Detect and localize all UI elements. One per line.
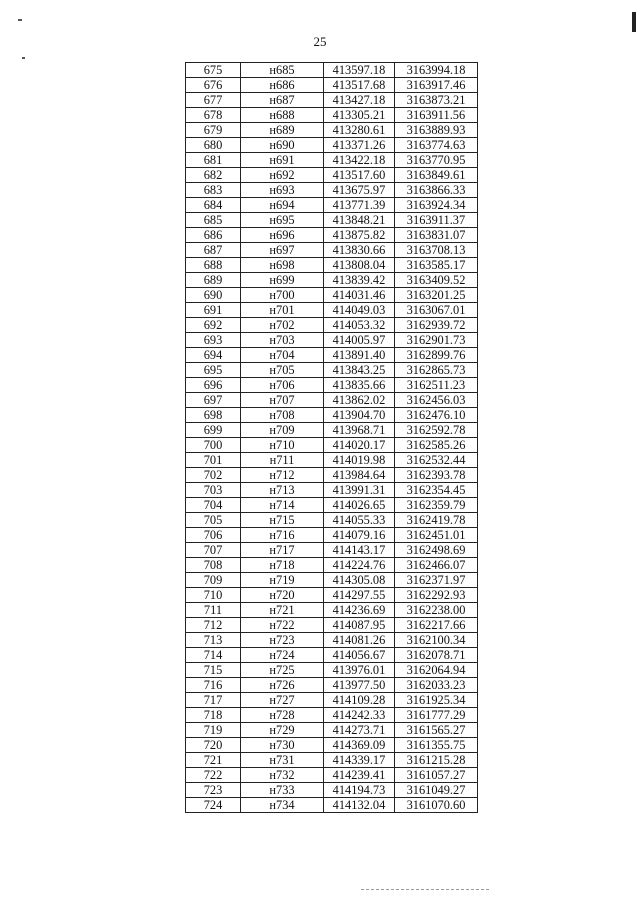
x-coordinate-cell: 414194.73 [324,783,395,798]
point-code-cell: н732 [241,768,324,783]
point-code-cell: н689 [241,123,324,138]
point-code-cell: н688 [241,108,324,123]
table-row [186,78,478,93]
y-coordinate-cell: 3161925.34 [395,693,478,708]
point-code-cell: н705 [241,363,324,378]
point-code-cell: н727 [241,693,324,708]
y-coordinate-cell: 3162354.45 [395,483,478,498]
table-row [186,513,478,528]
table-row [186,693,478,708]
y-coordinate-cell: 3161215.28 [395,753,478,768]
row-number-cell: 697 [186,393,241,408]
y-coordinate-cell: 3163067.01 [395,303,478,318]
y-coordinate-cell: 3162238.00 [395,603,478,618]
table-row [186,633,478,648]
point-code-cell: н718 [241,558,324,573]
row-number-cell: 723 [186,783,241,798]
x-coordinate-cell: 413427.18 [324,93,395,108]
y-coordinate-cell: 3163889.93 [395,123,478,138]
point-code-cell: н698 [241,258,324,273]
table-row [186,348,478,363]
point-code-cell: н712 [241,468,324,483]
x-coordinate-cell: 414055.33 [324,513,395,528]
x-coordinate-cell: 414224.76 [324,558,395,573]
y-coordinate-cell: 3161777.29 [395,708,478,723]
point-code-cell: н703 [241,333,324,348]
row-number-cell: 678 [186,108,241,123]
x-coordinate-cell: 414273.71 [324,723,395,738]
point-code-cell: н719 [241,573,324,588]
y-coordinate-cell: 3162217.66 [395,618,478,633]
point-code-cell: н696 [241,228,324,243]
table-row [186,573,478,588]
point-code-cell: н701 [241,303,324,318]
x-coordinate-cell: 413839.42 [324,273,395,288]
point-code-cell: н730 [241,738,324,753]
table-row [186,168,478,183]
y-coordinate-cell: 3162419.78 [395,513,478,528]
x-coordinate-cell: 414087.95 [324,618,395,633]
point-code-cell: н726 [241,678,324,693]
table-row [186,408,478,423]
y-coordinate-cell: 3162371.97 [395,573,478,588]
row-number-cell: 712 [186,618,241,633]
point-code-cell: н690 [241,138,324,153]
row-number-cell: 718 [186,708,241,723]
row-number-cell: 684 [186,198,241,213]
point-code-cell: н694 [241,198,324,213]
row-number-cell: 711 [186,603,241,618]
point-code-cell: н700 [241,288,324,303]
table-row [186,138,478,153]
y-coordinate-cell: 3162292.93 [395,588,478,603]
table-row [186,663,478,678]
x-coordinate-cell: 414019.98 [324,453,395,468]
point-code-cell: н691 [241,153,324,168]
x-coordinate-cell: 413422.18 [324,153,395,168]
row-number-cell: 720 [186,738,241,753]
x-coordinate-cell: 414305.08 [324,573,395,588]
x-coordinate-cell: 414369.09 [324,738,395,753]
table-row [186,453,478,468]
row-number-cell: 707 [186,543,241,558]
x-coordinate-cell: 413976.01 [324,663,395,678]
row-number-cell: 698 [186,408,241,423]
table-row [186,738,478,753]
point-code-cell: н709 [241,423,324,438]
x-coordinate-cell: 414031.46 [324,288,395,303]
point-code-cell: н734 [241,798,324,813]
x-coordinate-cell: 414053.32 [324,318,395,333]
x-coordinate-cell: 413875.82 [324,228,395,243]
point-code-cell: н733 [241,783,324,798]
x-coordinate-cell: 413305.21 [324,108,395,123]
table-row [186,543,478,558]
y-coordinate-cell: 3163201.25 [395,288,478,303]
row-number-cell: 708 [186,558,241,573]
point-code-cell: н717 [241,543,324,558]
y-coordinate-cell: 3162585.26 [395,438,478,453]
point-code-cell: н714 [241,498,324,513]
row-number-cell: 710 [186,588,241,603]
row-number-cell: 716 [186,678,241,693]
x-coordinate-cell: 414026.65 [324,498,395,513]
table-row [186,198,478,213]
table-row [186,798,478,813]
row-number-cell: 686 [186,228,241,243]
table-row [186,648,478,663]
y-coordinate-cell: 3162456.03 [395,393,478,408]
point-code-cell: н725 [241,663,324,678]
row-number-cell: 699 [186,423,241,438]
row-number-cell: 691 [186,303,241,318]
row-number-cell: 722 [186,768,241,783]
point-code-cell: н731 [241,753,324,768]
table-row [186,768,478,783]
table-row [186,603,478,618]
point-code-cell: н686 [241,78,324,93]
y-coordinate-cell: 3163770.95 [395,153,478,168]
table-row [186,438,478,453]
x-coordinate-cell: 414020.17 [324,438,395,453]
row-number-cell: 689 [186,273,241,288]
point-code-cell: н713 [241,483,324,498]
x-coordinate-cell: 413517.60 [324,168,395,183]
point-code-cell: н707 [241,393,324,408]
table-row [186,108,478,123]
table-row [186,363,478,378]
y-coordinate-cell: 3161565.27 [395,723,478,738]
scan-mark-top-left [18,19,22,21]
y-coordinate-cell: 3162498.69 [395,543,478,558]
table-row [186,783,478,798]
table-row [186,723,478,738]
table-row [186,558,478,573]
y-coordinate-cell: 3163849.61 [395,168,478,183]
table-row [186,393,478,408]
x-coordinate-cell: 414143.17 [324,543,395,558]
point-code-cell: н715 [241,513,324,528]
table-row [186,93,478,108]
point-code-cell: н721 [241,603,324,618]
row-number-cell: 690 [186,288,241,303]
y-coordinate-cell: 3162359.79 [395,498,478,513]
table-row [186,258,478,273]
point-code-cell: н704 [241,348,324,363]
row-number-cell: 685 [186,213,241,228]
y-coordinate-cell: 3163831.07 [395,228,478,243]
y-coordinate-cell: 3161070.60 [395,798,478,813]
y-coordinate-cell: 3162532.44 [395,453,478,468]
row-number-cell: 706 [186,528,241,543]
table-row [186,318,478,333]
x-coordinate-cell: 413675.97 [324,183,395,198]
point-code-cell: н724 [241,648,324,663]
row-number-cell: 687 [186,243,241,258]
row-number-cell: 688 [186,258,241,273]
row-number-cell: 703 [186,483,241,498]
y-coordinate-cell: 3162592.78 [395,423,478,438]
row-number-cell: 682 [186,168,241,183]
row-number-cell: 676 [186,78,241,93]
x-coordinate-cell: 413843.25 [324,363,395,378]
y-coordinate-cell: 3162939.72 [395,318,478,333]
page-number: 25 [313,34,327,49]
row-number-cell: 681 [186,153,241,168]
scan-mark-left [22,57,25,59]
x-coordinate-cell: 414056.67 [324,648,395,663]
x-coordinate-cell: 413984.64 [324,468,395,483]
row-number-cell: 705 [186,513,241,528]
point-code-cell: н702 [241,318,324,333]
point-code-cell: н693 [241,183,324,198]
table-row [186,153,478,168]
y-coordinate-cell: 3163911.37 [395,213,478,228]
row-number-cell: 713 [186,633,241,648]
y-coordinate-cell: 3161049.27 [395,783,478,798]
point-code-cell: н723 [241,633,324,648]
row-number-cell: 724 [186,798,241,813]
table-row [186,183,478,198]
row-number-cell: 709 [186,573,241,588]
y-coordinate-cell: 3162064.94 [395,663,478,678]
x-coordinate-cell: 413904.70 [324,408,395,423]
x-coordinate-cell: 413891.40 [324,348,395,363]
x-coordinate-cell: 413835.66 [324,378,395,393]
x-coordinate-cell: 414132.04 [324,798,395,813]
coordinates-table [185,62,478,813]
y-coordinate-cell: 3163911.56 [395,108,478,123]
point-code-cell: н722 [241,618,324,633]
y-coordinate-cell: 3162033.23 [395,678,478,693]
table-row [186,213,478,228]
point-code-cell: н695 [241,213,324,228]
row-number-cell: 696 [186,378,241,393]
y-coordinate-cell: 3162451.01 [395,528,478,543]
row-number-cell: 701 [186,453,241,468]
point-code-cell: н706 [241,378,324,393]
y-coordinate-cell: 3163866.33 [395,183,478,198]
row-number-cell: 694 [186,348,241,363]
x-coordinate-cell: 413991.31 [324,483,395,498]
x-coordinate-cell: 413848.21 [324,213,395,228]
y-coordinate-cell: 3162393.78 [395,468,478,483]
point-code-cell: н729 [241,723,324,738]
x-coordinate-cell: 414242.33 [324,708,395,723]
table-row [186,123,478,138]
table-row [186,498,478,513]
table-row [186,483,478,498]
x-coordinate-cell: 414239.41 [324,768,395,783]
y-coordinate-cell: 3163409.52 [395,273,478,288]
y-coordinate-cell: 3162466.07 [395,558,478,573]
y-coordinate-cell: 3162511.23 [395,378,478,393]
point-code-cell: н692 [241,168,324,183]
x-coordinate-cell: 414081.26 [324,633,395,648]
table-row [186,618,478,633]
x-coordinate-cell: 414049.03 [324,303,395,318]
x-coordinate-cell: 413597.18 [324,63,395,78]
x-coordinate-cell: 413371.26 [324,138,395,153]
row-number-cell: 693 [186,333,241,348]
table-row [186,273,478,288]
row-number-cell: 680 [186,138,241,153]
row-number-cell: 675 [186,63,241,78]
row-number-cell: 704 [186,498,241,513]
y-coordinate-cell: 3163708.13 [395,243,478,258]
x-coordinate-cell: 414297.55 [324,588,395,603]
coordinates-table-body [186,63,478,813]
y-coordinate-cell: 3163917.46 [395,78,478,93]
x-coordinate-cell: 414339.17 [324,753,395,768]
point-code-cell: н716 [241,528,324,543]
table-row [186,708,478,723]
point-code-cell: н708 [241,408,324,423]
row-number-cell: 714 [186,648,241,663]
x-coordinate-cell: 413968.71 [324,423,395,438]
table-row [186,678,478,693]
row-number-cell: 702 [186,468,241,483]
x-coordinate-cell: 414109.28 [324,693,395,708]
scan-edge-bar [632,12,636,32]
table-row [186,333,478,348]
row-number-cell: 715 [186,663,241,678]
row-number-cell: 683 [186,183,241,198]
row-number-cell: 677 [186,93,241,108]
point-code-cell: н699 [241,273,324,288]
point-code-cell: н710 [241,438,324,453]
footer-scan-line [361,889,489,890]
row-number-cell: 717 [186,693,241,708]
x-coordinate-cell: 413808.04 [324,258,395,273]
y-coordinate-cell: 3163585.17 [395,258,478,273]
y-coordinate-cell: 3163774.63 [395,138,478,153]
table-row [186,288,478,303]
y-coordinate-cell: 3163873.21 [395,93,478,108]
point-code-cell: н720 [241,588,324,603]
y-coordinate-cell: 3162899.76 [395,348,478,363]
row-number-cell: 679 [186,123,241,138]
x-coordinate-cell: 414005.97 [324,333,395,348]
table-row [186,63,478,78]
x-coordinate-cell: 413862.02 [324,393,395,408]
x-coordinate-cell: 413830.66 [324,243,395,258]
table-row [186,243,478,258]
point-code-cell: н711 [241,453,324,468]
y-coordinate-cell: 3162901.73 [395,333,478,348]
x-coordinate-cell: 413771.39 [324,198,395,213]
table-row [186,303,478,318]
table-row [186,228,478,243]
row-number-cell: 700 [186,438,241,453]
y-coordinate-cell: 3163924.34 [395,198,478,213]
row-number-cell: 695 [186,363,241,378]
y-coordinate-cell: 3162865.73 [395,363,478,378]
table-row [186,588,478,603]
y-coordinate-cell: 3162476.10 [395,408,478,423]
row-number-cell: 721 [186,753,241,768]
point-code-cell: н728 [241,708,324,723]
y-coordinate-cell: 3161355.75 [395,738,478,753]
row-number-cell: 719 [186,723,241,738]
table-row [186,378,478,393]
table-row [186,528,478,543]
y-coordinate-cell: 3162078.71 [395,648,478,663]
row-number-cell: 692 [186,318,241,333]
x-coordinate-cell: 413517.68 [324,78,395,93]
x-coordinate-cell: 413977.50 [324,678,395,693]
table-row [186,753,478,768]
table-row [186,423,478,438]
x-coordinate-cell: 414079.16 [324,528,395,543]
y-coordinate-cell: 3161057.27 [395,768,478,783]
x-coordinate-cell: 413280.61 [324,123,395,138]
y-coordinate-cell: 3162100.34 [395,633,478,648]
point-code-cell: н687 [241,93,324,108]
x-coordinate-cell: 414236.69 [324,603,395,618]
table-row [186,468,478,483]
point-code-cell: н685 [241,63,324,78]
point-code-cell: н697 [241,243,324,258]
y-coordinate-cell: 3163994.18 [395,63,478,78]
